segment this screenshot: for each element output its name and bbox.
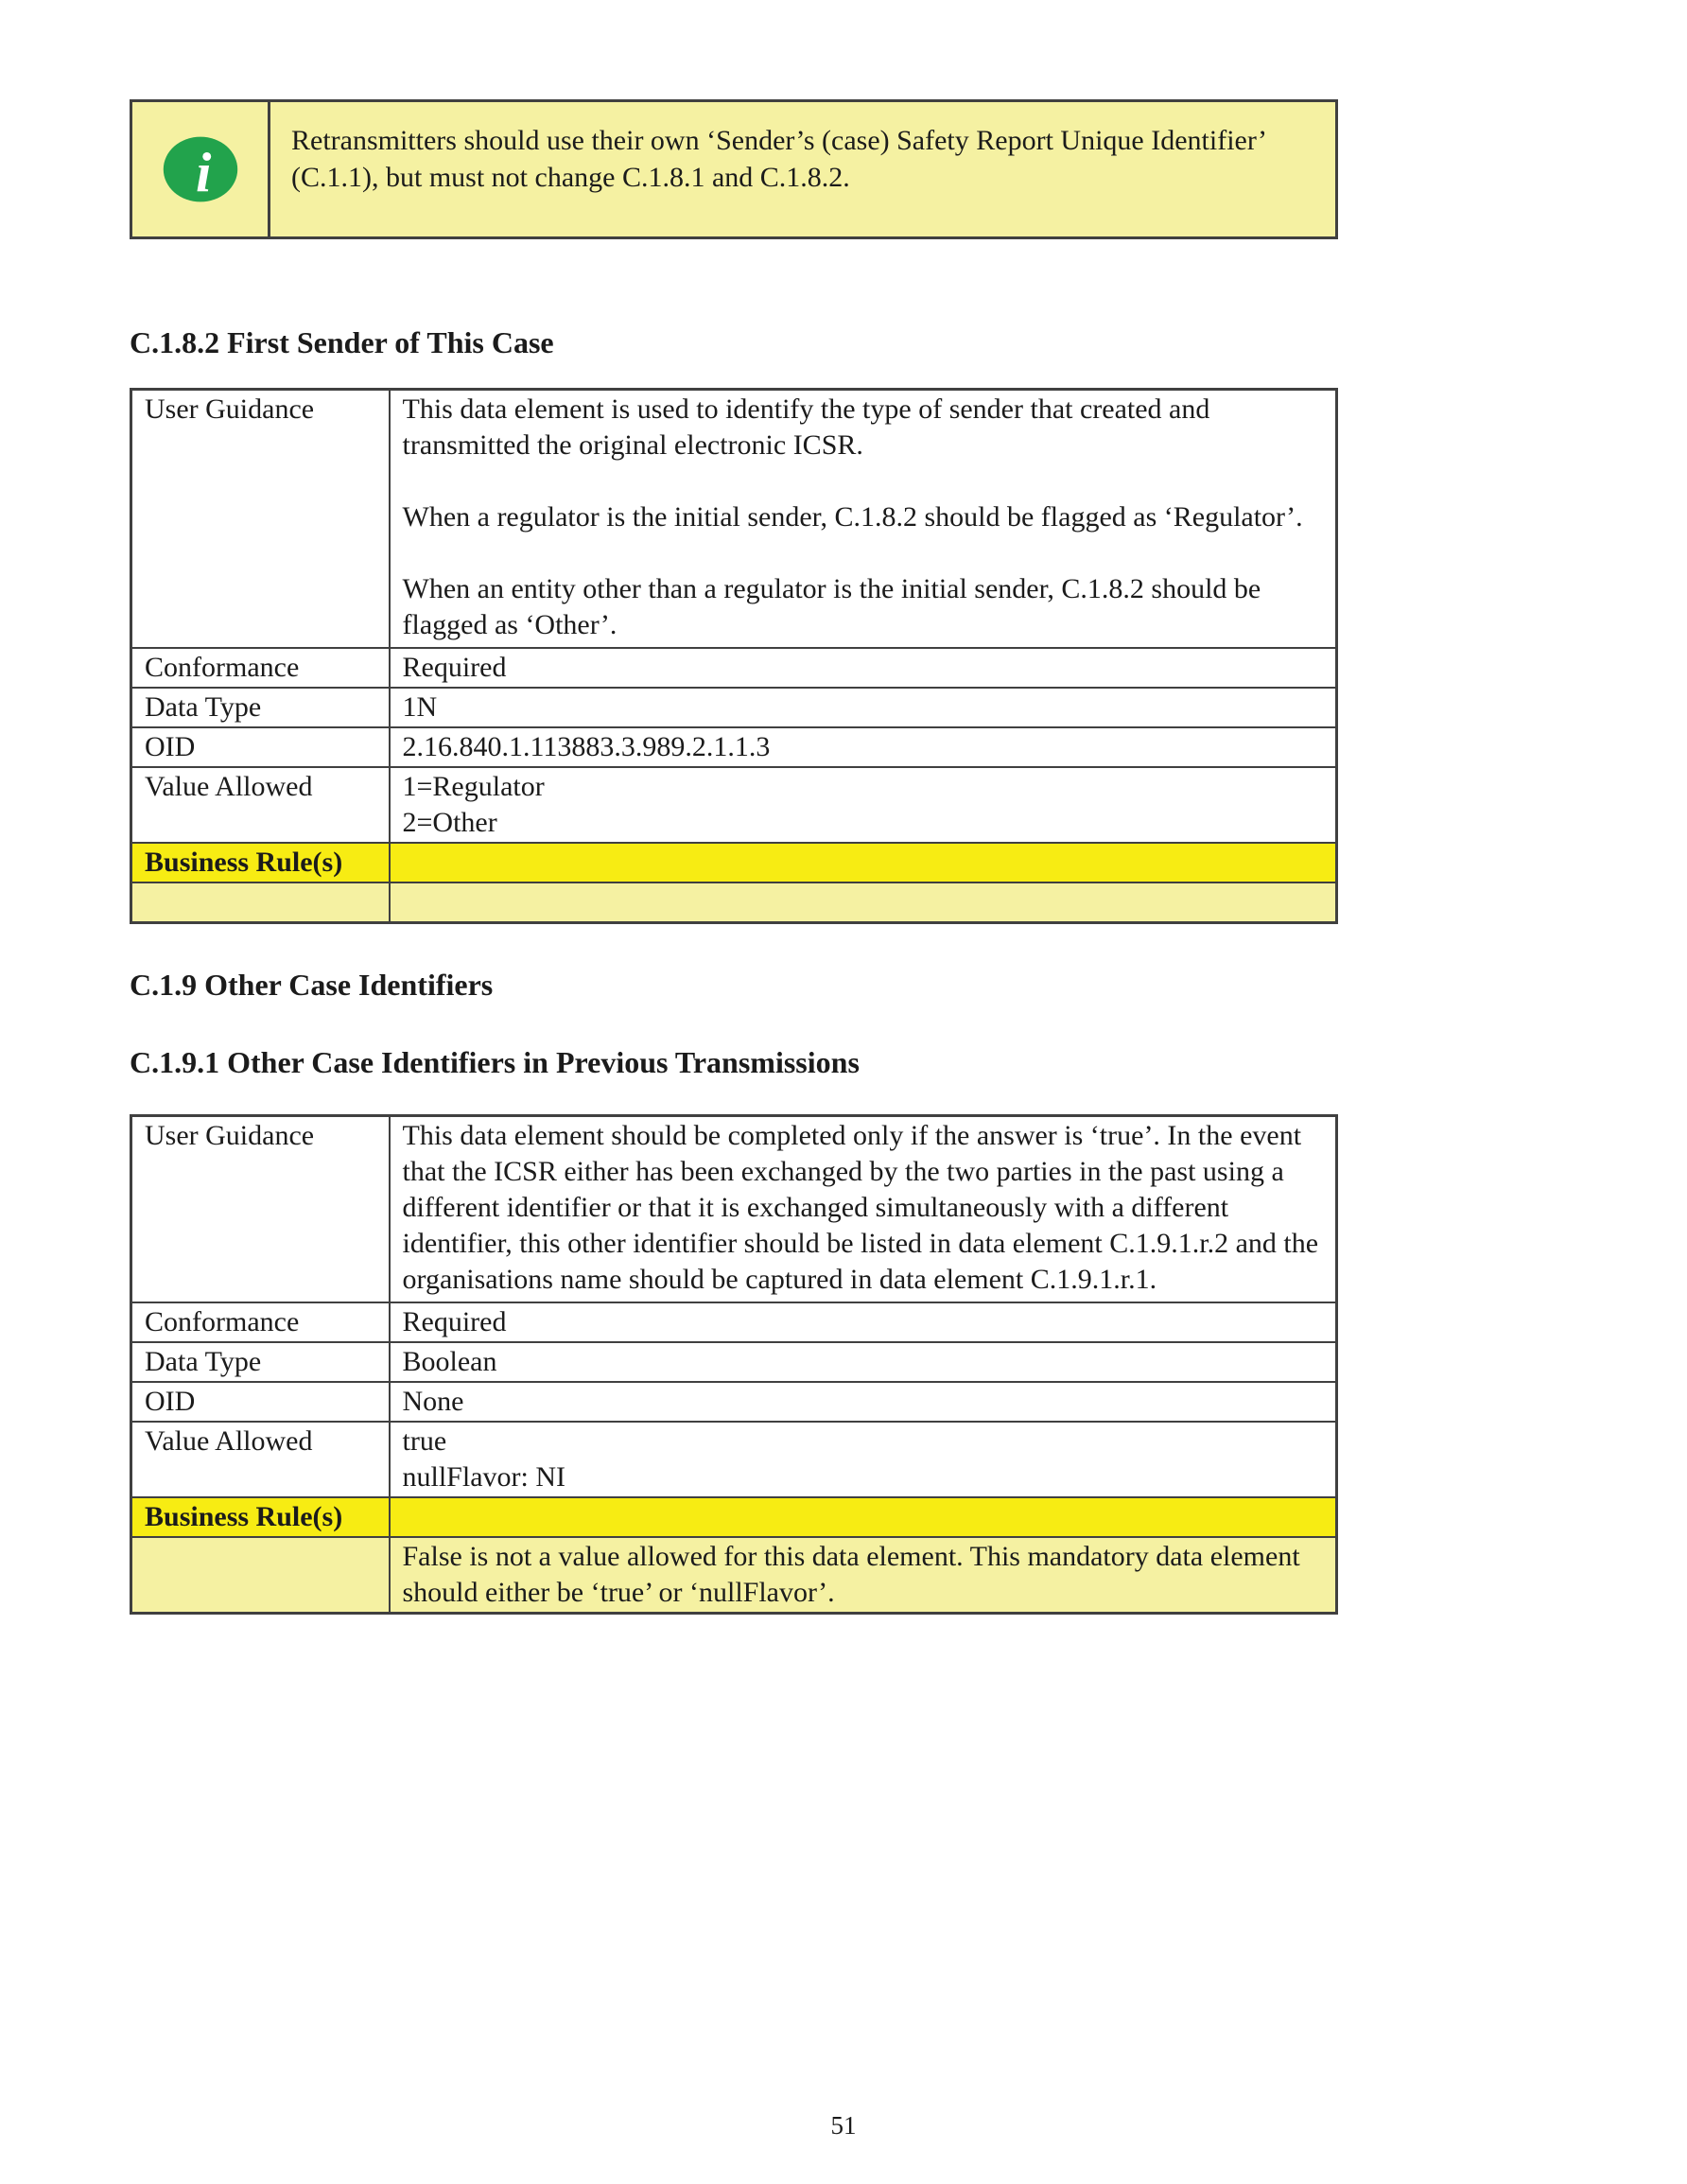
spec-table-c191 <box>130 1114 1338 1615</box>
business-rules-note-text <box>403 884 1324 920</box>
guidance-paragraph: This data element is used to identify the type of sender that created and transmitted the original electronic ICSR. <box>402 393 1210 461</box>
business-rules-value <box>390 843 1337 882</box>
conformance-value: Required <box>390 648 1337 688</box>
business-rules-value <box>390 1497 1337 1537</box>
table-row <box>131 1342 1337 1382</box>
business-rules-text <box>403 1499 1324 1535</box>
value-allowed-cell <box>390 1422 1337 1497</box>
table-row <box>131 1382 1337 1422</box>
value-allowed-line: nullFlavor: NI <box>402 1461 565 1493</box>
table-row <box>131 767 1337 843</box>
business-rules-note-cell: False is not a value allowed for this data element. This mandatory data element should either be ‘true’ or ‘nullFlavor’. <box>390 1537 1337 1614</box>
business-rules-note-label-cell <box>131 882 390 923</box>
page-content <box>130 0 1338 1615</box>
page-number: 51 <box>830 2111 857 2140</box>
business-rules-note-label-cell <box>131 1537 390 1614</box>
data-type-value: 1N <box>390 688 1337 727</box>
table-row <box>131 727 1337 767</box>
info-icon-cell <box>132 102 270 236</box>
business-rules-note-row <box>131 1537 1337 1614</box>
section-heading-c182: C.1.8.2 First Sender of This Case <box>130 325 554 359</box>
row-label-oid: OID <box>131 1382 390 1422</box>
business-rules-row <box>131 1497 1337 1537</box>
oid-value: 2.16.840.1.113883.3.989.2.1.1.3 <box>390 727 1337 767</box>
section-heading-c191: C.1.9.1 Other Case Identifiers in Previous Transmissions <box>130 1045 860 1079</box>
business-rules-text <box>403 845 1324 881</box>
info-note-text: Retransmitters should use their own ‘Sender’s (case) Safety Report Unique Identifier’ (C.1.1), but must not change C.1.8.1 and C.1.8.2. <box>291 125 1265 193</box>
value-allowed-cell <box>390 767 1337 843</box>
value-allowed-line: true <box>402 1425 447 1457</box>
guidance-paragraph: When an entity other than a regulator is the initial sender, C.1.8.2 should be flagged as ‘Other’. <box>402 573 1261 640</box>
table-row <box>131 688 1337 727</box>
row-label-value-allowed: Value Allowed <box>131 767 390 843</box>
row-label-oid: OID <box>131 727 390 767</box>
table-row <box>131 648 1337 688</box>
table-row <box>131 390 1337 649</box>
svg-text:i: i <box>195 141 211 203</box>
business-rules-row <box>131 843 1337 882</box>
row-label-conformance: Conformance <box>131 648 390 688</box>
row-label-business-rules: Business Rule(s) <box>131 843 390 882</box>
guidance-paragraph: When a regulator is the initial sender, C.1.8.2 should be flagged as ‘Regulator’. <box>402 501 1303 533</box>
row-label-business-rules: Business Rule(s) <box>131 1497 390 1537</box>
section-heading-c19: C.1.9 Other Case Identifiers <box>130 968 494 1002</box>
user-guidance-cell <box>390 1116 1337 1303</box>
user-guidance-cell <box>390 390 1337 649</box>
oid-value: None <box>390 1382 1337 1422</box>
table-row <box>131 1302 1337 1342</box>
business-rules-note-row <box>131 882 1337 923</box>
spec-table-c182 <box>130 388 1338 924</box>
value-allowed-line: 1=Regulator <box>402 771 545 802</box>
row-label-data-type: Data Type <box>131 1342 390 1382</box>
row-label-data-type: Data Type <box>131 688 390 727</box>
row-label-conformance: Conformance <box>131 1302 390 1342</box>
info-icon <box>163 135 238 203</box>
table-row <box>131 1422 1337 1497</box>
guidance-paragraph: This data element should be completed only if the answer is ‘true’. In the event that the ICSR either has been exchanged by the two parties in the past using a different identifier or that it is exchanged simultaneously with a different identifier, this other identifier should be listed in data element C.1.9.1.r.2 and the organisations name should be captured in data element C.1.9.1.r.1. <box>402 1120 1319 1295</box>
row-label-user-guidance: User Guidance <box>131 1116 390 1303</box>
value-allowed-line: 2=Other <box>402 807 497 838</box>
row-label-user-guidance: User Guidance <box>131 390 390 649</box>
info-note-box <box>130 99 1338 239</box>
conformance-value: Required <box>390 1302 1337 1342</box>
data-type-value: Boolean <box>390 1342 1337 1382</box>
row-label-value-allowed: Value Allowed <box>131 1422 390 1497</box>
table-row <box>131 1116 1337 1303</box>
business-rules-note-cell <box>390 882 1337 923</box>
